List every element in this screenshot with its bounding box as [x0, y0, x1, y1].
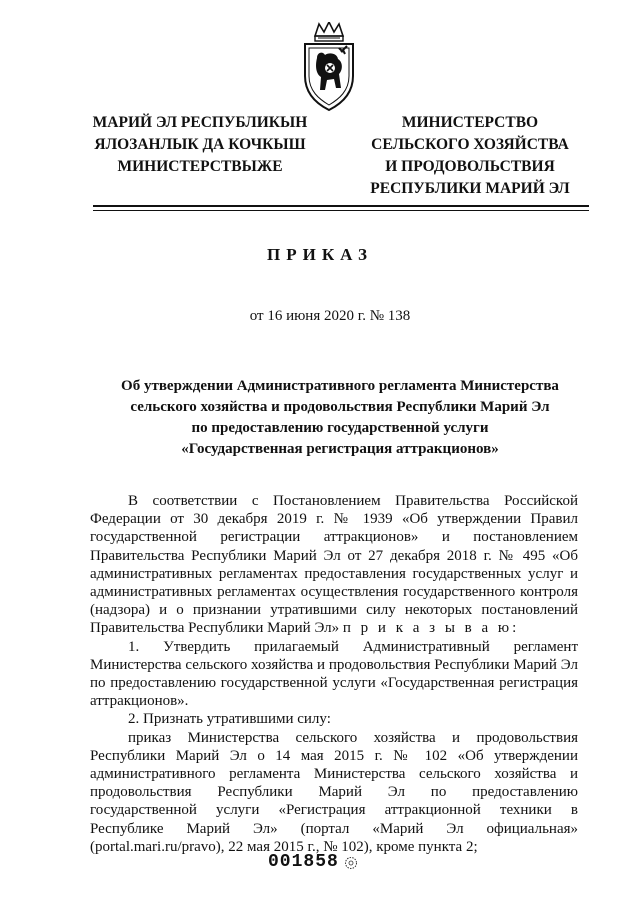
- preamble-text: В соответствии с Постановлением Правительства Российской Федерации от 30 декабря 2019 г. № 1939 «Об утверждении Правил государственной регистрации аттракционов» и постановлением Правительства Республики Марий Эл от 27 декабря 2018 г. № 495 «Об административных регламентах предоставления государственных услуг и административных регламентах осуществления государственного контроля (надзора) и о признании утратившими силу некоторых постановлений Правительства Республики Марий Эл»: [90, 493, 578, 637]
- document-body: [90, 492, 578, 856]
- header-right-line: И ПРОДОВОЛЬСТВИЯ: [385, 158, 555, 175]
- subject-line: сельского хозяйства и продовольствия Республики Марий Эл: [130, 399, 550, 415]
- preamble-paragraph: [90, 492, 578, 638]
- subject-line: Об утверждении Административного регламента Министерства: [121, 378, 559, 394]
- item-2-sub-paragraph: приказ Министерства сельского хозяйства и продовольствия Республики Марий Эл о 14 мая 2015 г. № 102 «Об утверждении административного регламента Министерства сельского хозяйства и продовольствия Республики Марий Эл по предоставлению государственной услуги «Регистрация аттракционной техники в Республике Марий Эл» (портал «Марий Эл официальная» (portal.mari.ru/pravo), 22 мая 2015 г., № 102), кроме пункта 2;: [90, 729, 578, 855]
- header-right-line: РЕСПУБЛИКИ МАРИЙ ЭЛ: [370, 180, 570, 197]
- item-1-paragraph: 1. Утвердить прилагаемый Административный регламент Министерства сельского хозяйства и продовольствия Республики Марий Эл по предоставлению государственной услуги «Государственная регистрация аттракционов».: [90, 638, 578, 710]
- document-date-number: от 16 июня 2020 г. № 138: [249, 308, 411, 324]
- coat-of-arms-icon: [297, 22, 361, 114]
- header-right-line: СЕЛЬСКОГО ХОЗЯЙСТВА: [371, 136, 569, 153]
- header-left-line: МИНИСТЕРСТВЫЖЕ: [117, 158, 283, 175]
- document-title: ПРИКАЗ: [267, 245, 373, 264]
- header-right-ministry-russian: [350, 112, 590, 200]
- header-divider-thick: [93, 205, 589, 207]
- header-left-line: ЯЛОЗАНЛЫК ДА КОЧКЫШ: [94, 136, 306, 153]
- item-2-paragraph: 2. Признать утратившими силу:: [128, 711, 331, 728]
- subject-line: по предоставлению государственной услуги: [191, 420, 489, 436]
- header-left-ministry-mari: [85, 112, 315, 178]
- header-left-line: МАРИЙ ЭЛ РЕСПУБЛИКЫН: [92, 114, 308, 131]
- order-word: п р и к а з ы в а ю:: [342, 620, 520, 637]
- document-subject: [90, 376, 590, 460]
- subject-line: «Государственная регистрация аттракционов»: [181, 441, 499, 457]
- rosette-mark-icon: [344, 856, 358, 870]
- header-divider-thin: [93, 210, 589, 211]
- serial-number: 001858: [268, 852, 339, 872]
- header-right-line: МИНИСТЕРСТВО: [401, 114, 539, 131]
